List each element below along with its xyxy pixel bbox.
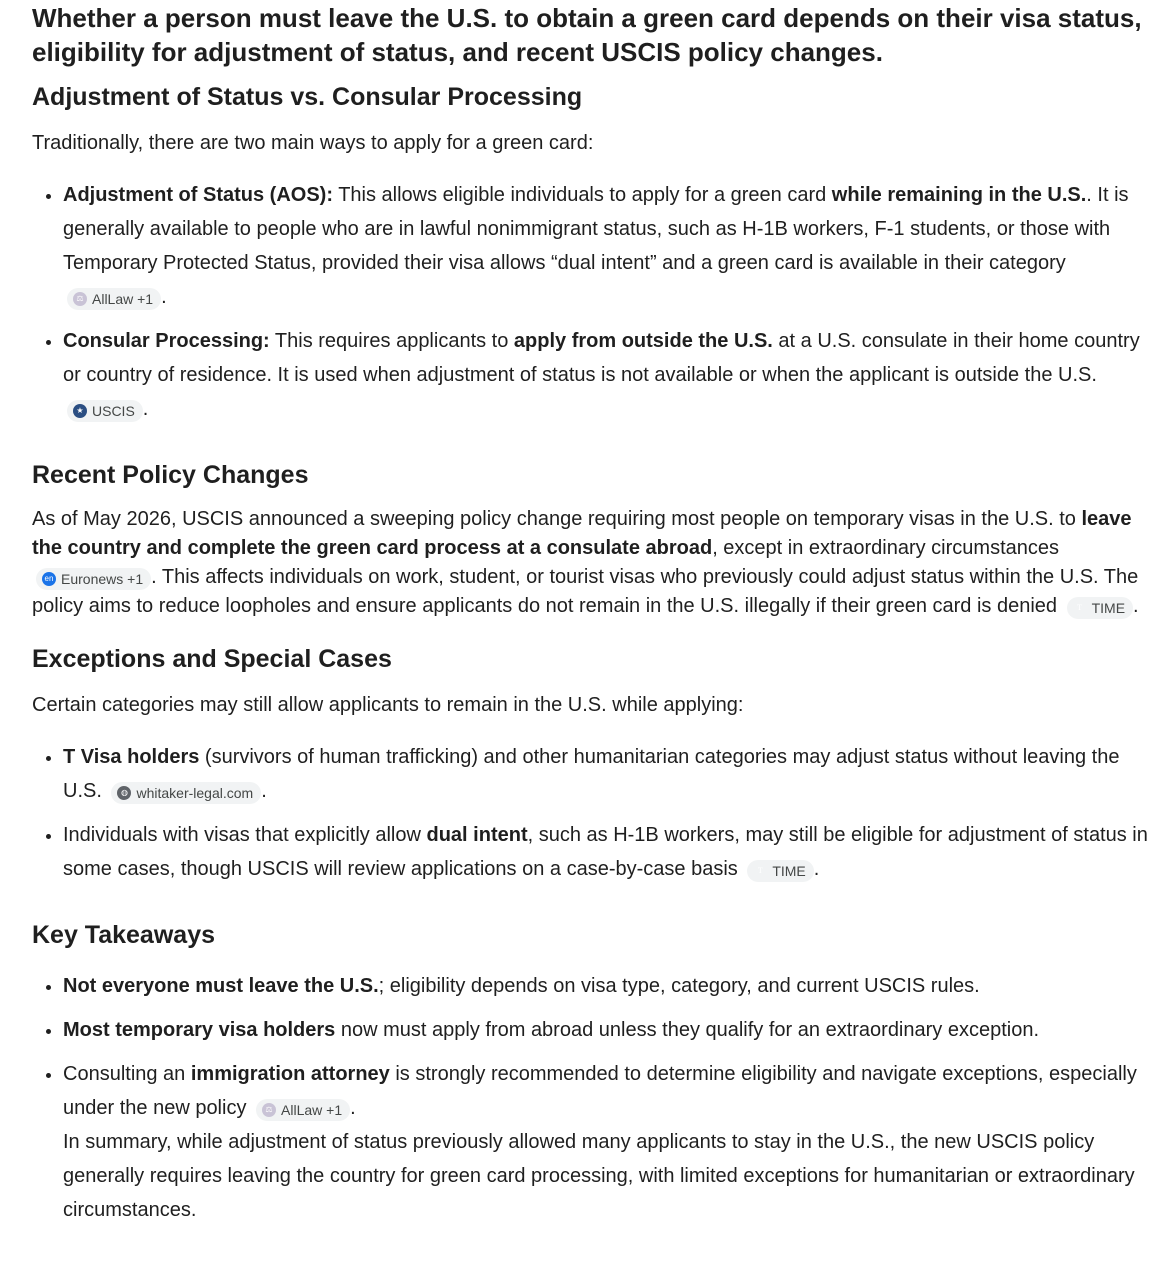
section-title-adjustment: Adjustment of Status vs. Consular Processing — [32, 83, 583, 111]
source-chip[interactable]: en Euronews +1 — [36, 568, 151, 590]
list-item: • T Visa holders (survivors of human trafficking) and other humanitarian categories may adjust status without leaving the U.S. ◍ whitaker-legal.com . — [63, 740, 1149, 808]
source-chip[interactable]: ⚖ AllLaw +1 — [256, 1099, 350, 1121]
bullet-list — [32, 740, 1149, 886]
list-item: • Consular Processing: This requires applicants to apply from outside the U.S. at a U.S. consulate in their home country or country of residence. It is used when adjustment of status is not available or when the applicant is outside the U.S. ★ USCIS . — [63, 324, 1149, 426]
summary-text: In summary, while adjustment of status previously allowed many applicants to stay in the U.S., the new USCIS policy generally requires leaving the country for green card processing, with limited exceptions for humanitarian or extraordinary circumstances. — [63, 1131, 1135, 1221]
section-intro: Certain categories may still allow applicants to remain in the U.S. while applying: — [32, 694, 744, 716]
section-title-exceptions: Exceptions and Special Cases — [32, 645, 392, 673]
list-item: • Consulting an immigration attorney is strongly recommended to determine eligibility and navigate exceptions, especially under the new policy ⚖ AllLaw +1 . In summary, while adjustment of status previously allowed many applicants to stay in the U.S., the new USCIS policy generally requires leaving the country for green card processing, with limited exceptions for humanitarian or extraordinary circumstances. — [63, 1057, 1149, 1227]
time-logo-icon: T — [757, 866, 763, 875]
list-item: • Not everyone must leave the U.S.; eligibility depends on visa type, category, and current USCIS rules. — [63, 969, 1149, 1003]
globe-icon: ◍ — [117, 786, 131, 800]
section-title-takeaways: Key Takeaways — [32, 921, 215, 949]
source-chip[interactable]: T TIME — [747, 860, 813, 882]
list-item: • Most temporary visa holders now must apply from abroad unless they qualify for an extraordinary exception. — [63, 1013, 1149, 1047]
uscis-seal-icon: ★ — [73, 404, 87, 418]
source-chip[interactable]: ◍ whitaker-legal.com — [111, 782, 261, 804]
source-chip[interactable]: T TIME — [1067, 597, 1133, 619]
bullet-list — [32, 969, 1149, 1227]
headline: Whether a person must leave the U.S. to obtain a green card depends on their visa status, eligibility for adjustment of status, and recent USCIS policy changes. — [32, 3, 1142, 67]
policy-paragraph: As of May 2026, USCIS announced a sweeping policy change requiring most people on temporary visas in the U.S. to leave the country and complete the green card process at a consulate abroad, except in extraordinary circumstances en Euronews +1 . This affects individuals on work, student, or tourist visas who previously could adjust status within the U.S. The policy aims to reduce loopholes and ensure applicants do not remain in the U.S. illegally if their green card is denied T TIME . — [32, 508, 1139, 617]
source-chip[interactable]: ⚖ AllLaw +1 — [67, 288, 161, 310]
euronews-icon: en — [42, 572, 56, 586]
list-item: • Adjustment of Status (AOS): This allows eligible individuals to apply for a green card while remaining in the U.S.. It is generally available to people who are in lawful nonimmigrant status, such as H-1B workers, F-1 students, or those with Temporary Protected Status, provided their visa allows “dual intent” and a green card is available in their category ⚖ AllLaw +1 . — [63, 178, 1149, 314]
allaw-icon: ⚖ — [73, 292, 87, 306]
bullet-list — [32, 178, 1149, 426]
time-logo-icon: T — [1077, 603, 1083, 612]
section-title-policy: Recent Policy Changes — [32, 461, 309, 489]
section-intro: Traditionally, there are two main ways to apply for a green card: — [32, 132, 594, 154]
allaw-icon: ⚖ — [262, 1103, 276, 1117]
source-chip[interactable]: ★ USCIS — [67, 400, 143, 422]
list-item: • Individuals with visas that explicitly allow dual intent, such as H-1B workers, may still be eligible for adjustment of status in some cases, though USCIS will review applications on a case-by-case basis T TIME . — [63, 818, 1149, 886]
